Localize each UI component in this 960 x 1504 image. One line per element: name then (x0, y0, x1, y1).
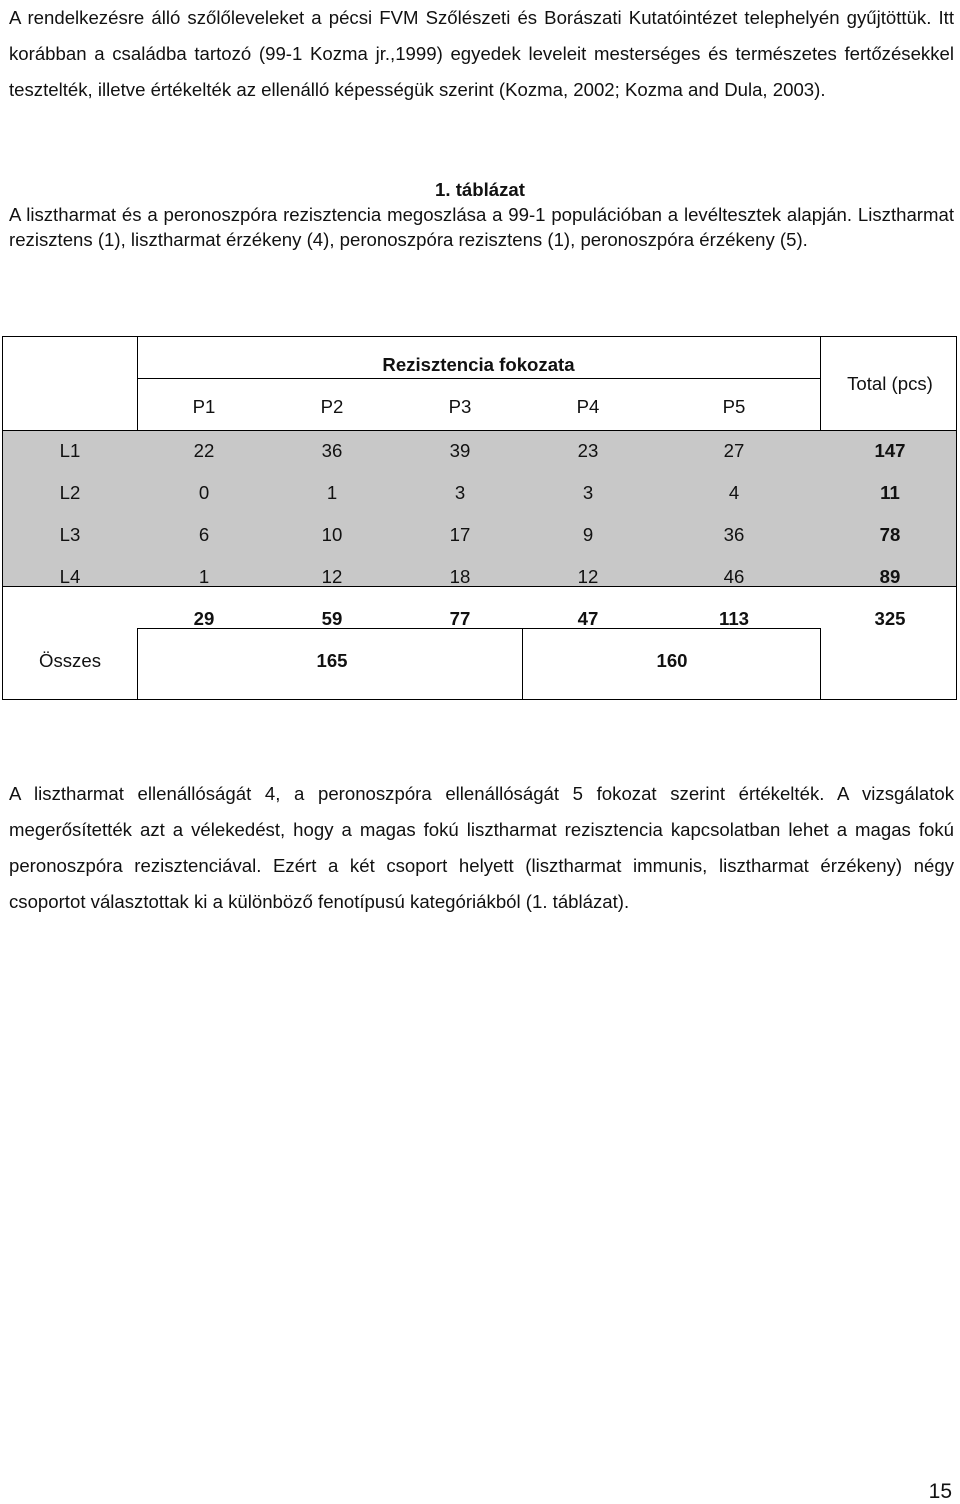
intro-paragraph: A rendelkezésre álló szőlőleveleket a pécsi FVM Szőlészeti és Borászati Kutatóintézet telephelyén gyűjtöttük. Itt korábban a családba tartozó (99-1 Kozma jr.,1999) egyedek leveleit mesterséges és természetes fertőzésekkel tesztelték, illetve értékelték az ellenálló képességük szerint (Kozma, 2002; Kozma and Dula, 2003). (9, 7, 954, 100)
table-header-divider-left (137, 336, 138, 430)
cell-l4-p1: 1 (198, 566, 210, 587)
cell-l2-p2: 1 (326, 482, 338, 503)
col-total-p5: 113 (719, 608, 749, 629)
col-total-p4: 47 (577, 608, 599, 629)
table-sum-left-line (137, 628, 138, 700)
group-header: Rezisztencia fokozata (382, 354, 575, 375)
cell-l2-p5: 4 (728, 482, 740, 503)
cell-l4-p3: 18 (449, 566, 471, 587)
total-header: Total (pcs) (847, 373, 933, 394)
cell-l1-p3: 39 (449, 440, 471, 461)
cell-l1-p4: 23 (577, 440, 599, 461)
table-caption-text: A lisztharmat és a peronoszpóra rezisztencia megoszlása a 99-1 populációban a levéltesztek alapján. Lisztharmat rezisztens (1), lisztharmat érzékeny (4), peronoszpóra rezisztens (1), peronoszpóra érzékeny (5). (9, 204, 954, 250)
cell-l3-p4: 9 (582, 524, 594, 545)
col-header-p3: P3 (448, 396, 472, 417)
cell-l4-p2: 12 (321, 566, 343, 587)
col-header-p5: P5 (722, 396, 746, 417)
col-total-p1: 29 (193, 608, 215, 629)
cell-l1-total: 147 (874, 440, 906, 461)
cell-l2-p3: 3 (454, 482, 466, 503)
table-sum-right-line (820, 628, 821, 700)
table-border-left (2, 336, 3, 700)
cell-l1-p1: 22 (193, 440, 215, 461)
table-border-top (2, 336, 957, 337)
table-group-underline (137, 378, 820, 379)
col-total-p3: 77 (449, 608, 471, 629)
cell-l3-p3: 17 (449, 524, 471, 545)
cell-l2-p1: 0 (198, 482, 210, 503)
resistance-table (2, 336, 957, 700)
row-label-l1: L1 (59, 440, 81, 461)
cell-l1-p2: 36 (321, 440, 343, 461)
cell-l4-p4: 12 (577, 566, 599, 587)
cell-l3-p2: 10 (321, 524, 343, 545)
cell-l2-p4: 3 (582, 482, 594, 503)
cell-l4-total: 89 (879, 566, 901, 587)
cell-l3-p1: 6 (198, 524, 210, 545)
table-sum-middle-line (522, 628, 523, 700)
cell-l3-p5: 36 (723, 524, 745, 545)
cell-l4-p5: 46 (723, 566, 745, 587)
col-total-p2: 59 (321, 608, 343, 629)
grand-total: 325 (874, 608, 906, 629)
cell-l2-total: 11 (880, 482, 900, 503)
col-header-p1: P1 (192, 396, 216, 417)
table-border-bottom (2, 699, 957, 700)
cell-l1-p5: 27 (723, 440, 745, 461)
col-header-p4: P4 (576, 396, 600, 417)
body-paragraph: A lisztharmat ellenállóságát 4, a peronoszpóra ellenállóságát 5 fokozat szerint értékelték. A vizsgálatok megerősítették azt a vélekedést, hogy a magas fokú lisztharmat rezisztencia kapcsolatban lehet a magas fokú peronoszpóra rezisztenciával. Ezért a két csoport helyett (lisztharmat immunis, lisztharmat érzékeny) négy csoportot választottak ki a különböző fenotípusú kategóriákból (1. táblázat). (9, 783, 954, 912)
row-label-l2: L2 (59, 482, 81, 503)
table-border-right (956, 336, 957, 700)
col-header-p2: P2 (320, 396, 344, 417)
table-header-bottom-line (2, 430, 957, 431)
table-header-divider-right (820, 336, 821, 430)
page-number: 15 (928, 1480, 952, 1503)
sum-right-value: 160 (656, 650, 688, 671)
sum-left-value: 165 (316, 650, 348, 671)
sum-label: Összes (39, 650, 101, 671)
table-caption-title: 1. táblázat (435, 179, 525, 200)
row-label-l4: L4 (59, 566, 81, 587)
cell-l3-total: 78 (879, 524, 901, 545)
row-label-l3: L3 (59, 524, 81, 545)
